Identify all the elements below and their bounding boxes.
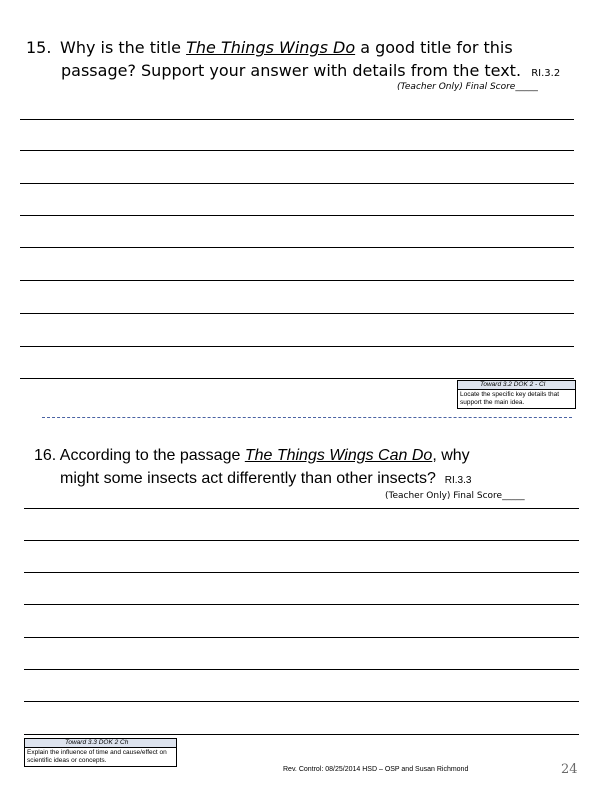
answer-line[interactable]	[20, 313, 574, 314]
answer-line[interactable]	[20, 346, 574, 347]
answer-line[interactable]	[24, 669, 579, 670]
question-15-prompt	[26, 36, 586, 85]
standard-box-body: Explain the influence of time and cause/effect on scientific ideas or concepts.	[27, 749, 167, 764]
answer-line[interactable]	[20, 215, 574, 216]
question-15-standard-box	[457, 380, 576, 409]
question-15-passage-title: The Things Wings Do	[186, 38, 356, 57]
page-number: 24	[561, 762, 578, 777]
question-15-line-1	[26, 36, 586, 59]
answer-line[interactable]	[24, 508, 579, 509]
question-16-standard-box	[24, 738, 177, 767]
answer-line[interactable]	[24, 637, 579, 638]
answer-line[interactable]	[24, 701, 579, 702]
revision-footer: Rev. Control: 08/25/2014 HSD – OSP and Susan Richmond	[283, 766, 469, 773]
question-15-line-2-text: passage? Support your answer with details from the text.	[61, 61, 522, 80]
answer-line[interactable]	[20, 280, 574, 281]
answer-line[interactable]	[20, 183, 574, 184]
answer-line[interactable]	[20, 378, 574, 379]
answer-line[interactable]	[20, 150, 574, 151]
question-16-final-score: (Teacher Only) Final Score_____	[385, 491, 525, 501]
question-15-standard: RI.3.2	[531, 68, 561, 79]
answer-line[interactable]	[24, 604, 579, 605]
question-16-passage-title: The Things Wings Can Do	[244, 447, 433, 464]
answer-line[interactable]	[24, 572, 579, 573]
answer-line[interactable]	[20, 247, 574, 248]
standard-box-body: Locate the specific key details that support the main idea.	[460, 391, 560, 406]
answer-line[interactable]	[20, 119, 574, 120]
standard-box-header: Toward 3.3 DOK 2 Ch	[25, 739, 176, 748]
question-16-prompt	[34, 444, 594, 492]
question-15-text-after: a good title for this	[355, 38, 513, 57]
answer-line[interactable]	[24, 734, 579, 735]
question-16-text-after: , why	[432, 447, 470, 464]
question-16-standard: RI.3.3	[444, 475, 472, 486]
standard-box-header: Toward 3.2 DOK 2 - Cl	[458, 381, 575, 390]
question-15-number: 15.	[26, 38, 52, 57]
question-16-line-2	[34, 467, 594, 492]
question-15-text-before: Why is the title	[60, 38, 187, 57]
answer-line[interactable]	[24, 540, 579, 541]
question-16-line-1	[34, 444, 594, 467]
question-16-line-2-text: might some insects act differently than other insects?	[60, 470, 436, 487]
question-15-final-score: (Teacher Only) Final Score_____	[397, 82, 538, 92]
question-16-text-before: 16. According to the passage	[34, 447, 245, 464]
section-divider	[42, 417, 572, 418]
